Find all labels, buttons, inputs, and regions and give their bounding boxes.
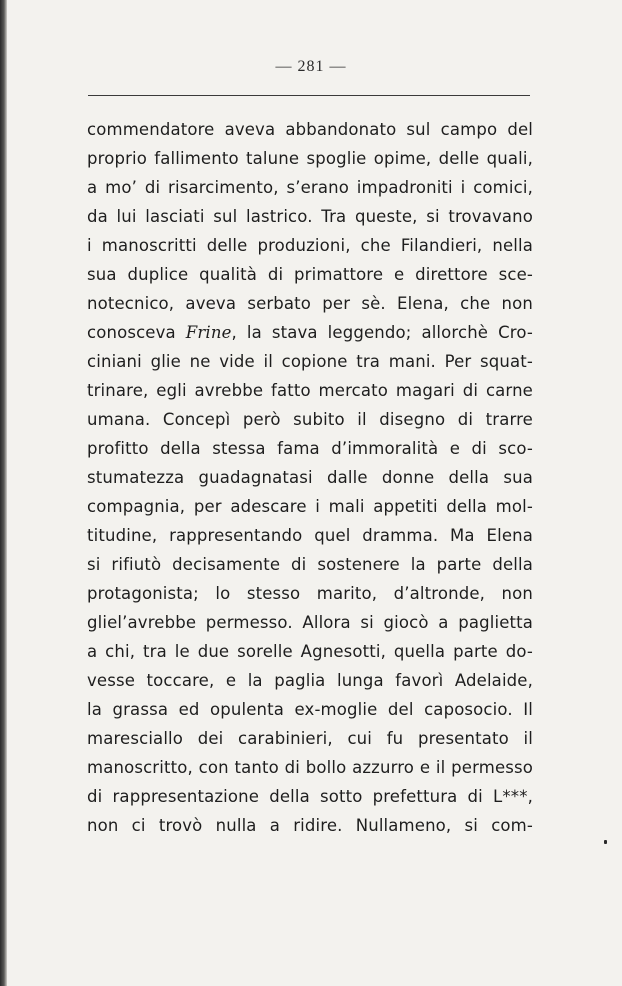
text-line: la grassa ed opulenta ex-moglie del caposocio. Il: [87, 700, 533, 719]
text-line: da lui lasciati sul lastrico. Tra queste, si trovavano: [87, 207, 533, 226]
text-line: commendatore aveva abbandonato sul campo del: [87, 120, 533, 139]
ink-speck: [604, 840, 607, 844]
text-segment: , la stava leggendo; allorchè Cro-: [231, 323, 533, 342]
binding-edge: [0, 0, 7, 986]
text-line: non ci trovò nulla a ridire. Nullameno, si com-: [87, 816, 533, 835]
italic-title: Frine: [185, 323, 232, 342]
text-line: vesse toccare, e la paglia lunga favorì Adelaide,: [87, 671, 533, 690]
header-rule: [88, 95, 530, 96]
text-line: ciniani glie ne vide il copione tra mani. Per squat-: [87, 352, 533, 371]
text-line: a chi, tra le due sorelle Agnesotti, quella parte do-: [87, 642, 533, 661]
text-line: profitto della stessa fama d’immoralità e di sco-: [87, 439, 533, 458]
text-line: sua duplice qualità di primattore e direttore sce-: [87, 265, 533, 284]
text-segment: conosceva: [87, 323, 186, 342]
text-line: protagonista; lo stesso marito, d’altronde, non: [87, 584, 533, 603]
text-line: notecnico, aveva serbato per sè. Elena, che non: [87, 294, 533, 313]
text-line: compagnia, per adescare i mali appetiti della mol-: [87, 497, 533, 516]
text-line: di rappresentazione della sotto prefettura di L***,: [87, 787, 533, 806]
page-number: — 281 —: [275, 58, 347, 75]
text-line: manoscritto, con tanto di bollo azzurro e il permesso: [87, 758, 533, 777]
body-text: [87, 115, 533, 840]
text-line: a mo’ di risarcimento, s’erano impadroniti i comici,: [87, 178, 533, 197]
text-line: i manoscritti delle produzioni, che Filandieri, nella: [87, 236, 533, 255]
text-line: proprio fallimento talune spoglie opime, delle quali,: [87, 149, 533, 168]
text-line: trinare, egli avrebbe fatto mercato magari di carne: [87, 381, 533, 400]
text-line-with-italic-title: [87, 318, 533, 347]
text-line: umana. Concepì però subito il disegno di trarre: [87, 410, 533, 429]
text-line: titudine, rappresentando quel dramma. Ma Elena: [87, 526, 533, 545]
text-line: si rifiutò decisamente di sostenere la parte della: [87, 555, 533, 574]
text-line: maresciallo dei carabinieri, cui fu presentato il: [87, 729, 533, 748]
text-line: gliel’avrebbe permesso. Allora si giocò a paglietta: [87, 613, 533, 632]
text-line: stumatezza guadagnatasi dalle donne della sua: [87, 468, 533, 487]
